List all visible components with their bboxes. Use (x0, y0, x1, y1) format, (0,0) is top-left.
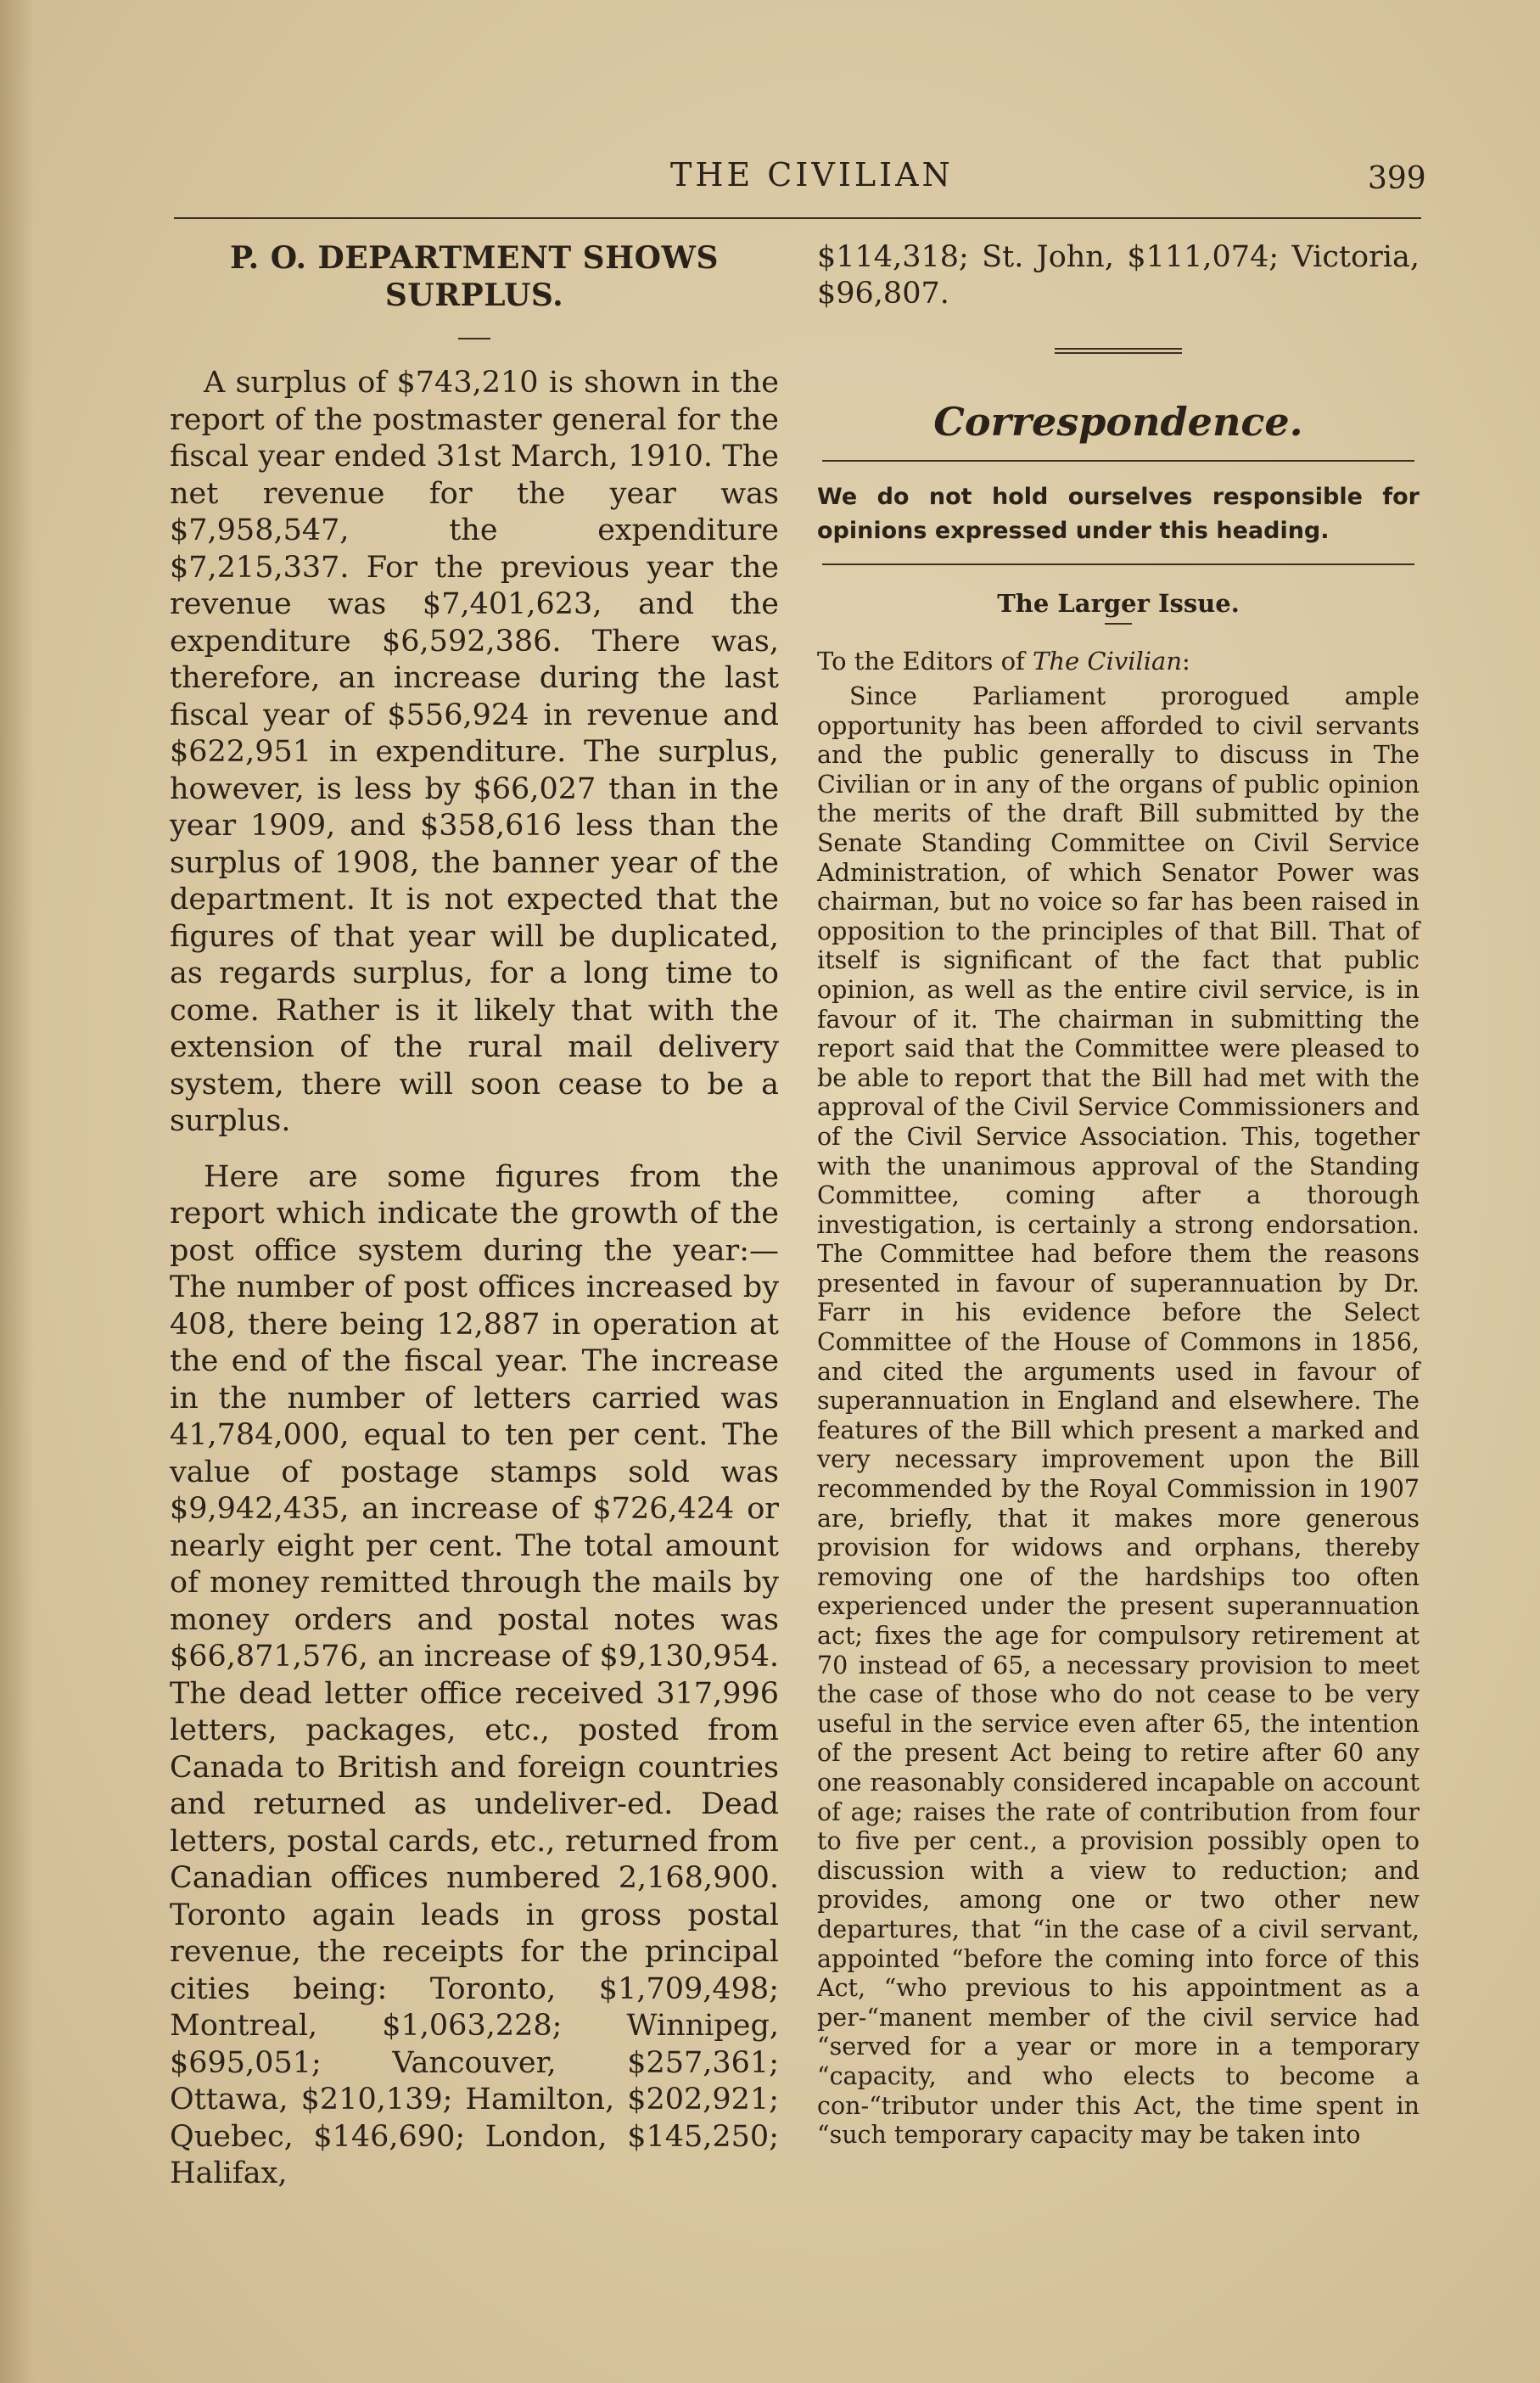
right-column (817, 239, 1420, 2150)
letter-title: The Larger Issue. (997, 589, 1240, 618)
article-body (170, 365, 779, 2193)
page-edge-shadow (0, 0, 34, 2383)
letter-title-dash (1105, 623, 1132, 625)
editorial-disclaimer: We do not hold ourselves responsible for opinions expressed under this heading. (817, 484, 1420, 544)
article-paragraph-1: A surplus of $743,210 is shown in the report of the postmaster general for the fiscal year ended 31st March, 1910. The net revenue for the year was $7,958,547, the expenditure $7,215,337. For the previous year the revenue was $7,401,623, and the expenditure $6,592,386. There was, therefore, an increase during the last fiscal year of $556,924 in revenue and $622,951 in expenditure. The surplus, however, is less by $66,027 than in the year 1909, and $358,616 less than the surplus of 1908, the banner year of the department. It is not expected that the figures of that year will be duplicated, as regards surplus, for a long time to come. Rather is it likely that with the extension of the rural mail delivery system, there will soon cease to be a surplus. (170, 366, 779, 1138)
article-headline: P. O. DEPARTMENT SHOWS SURPLUS. (230, 240, 719, 313)
page-number: 399 (1368, 161, 1426, 196)
letter-salutation (817, 645, 1420, 677)
salutation-publication: The Civilian (1032, 647, 1183, 676)
running-head (0, 153, 1540, 204)
section-title: Correspondence. (933, 399, 1303, 445)
section-divider (1055, 348, 1182, 356)
section-rule-top (822, 460, 1414, 462)
salutation-prefix: To the Editors of (817, 647, 1033, 676)
publication-title: THE CIVILIAN (670, 156, 954, 193)
salutation-suffix: : (1182, 647, 1190, 676)
letter-body: Since Parliament prorogued ample opportunity has been afforded to civil servants and the public generally to discuss in The Civilian or in any of the organs of public opinion the merits of the draft Bill submitted by the Senate Standing Committee on Civil Service Administration, of which Senator Power was chairman, but no voice so far has been raised in opposition to the principles of that Bill. That of itself is significant of the fact that public opinion, as well as the entire civil service, is in favour of it. The chairman in submitting the report said that the Committee were pleased to be able to report that the Bill had met with the approval of the Civil Service Commissioners and of the Civil Service Association. This, together with the unanimous approval of the Standing Committee, coming after a thorough investigation, is certainly a strong endorsation. The Committee had before them the reasons presented in favour of superannuation by Dr. Farr in his evidence before the Select Committee of the House of Commons in 1856, and cited the arguments used in favour of superannuation in England and elsewhere. The features of the Bill which present a marked and very necessary improvement upon the Bill recommended by the Royal Commission in 1907 are, briefly, that it makes more generous provision for widows and orphans, thereby removing one of the hardships too often experienced under the present superannuation act; fixes the age for compulsory retirement at 70 instead of 65, a necessary provision to meet the case of those who do not cease to be very useful in the service even after 65, the intention of the present Act being to retire after 60 any one reasonably considered incapable on account of age; raises the rate of contribution from four to five per cent., a provision possibly open to discussion with a view to reduction; and provides, among one or two other new departures, that “in the case of a civil servant, appointed “before the coming into force of this Act, “who previous to his appointment as a per-“manent member of the civil service had “served for a year or more in a temporary “capacity, and who elects to become a con-“tributor under this Act, the time spent in “such temporary capacity may be taken into (817, 682, 1420, 2150)
section-rule-bottom (822, 564, 1414, 565)
article-continuation: $114,318; St. John, $111,074; Victoria, $96,807. (817, 240, 1420, 311)
article-paragraph-2: Here are some figures from the report which indicate the growth of the post office system during the year:—The number of post offices increased by 408, there being 12,887 in operation at the end of the fiscal year. The increase in the number of letters carried was 41,784,000, equal to ten per cent. The value of postage stamps sold was $9,942,435, an increase of $726,424 or nearly eight per cent. The total amount of money remitted through the mails by money orders and postal notes was $66,871,576, an increase of $9,130,954. The dead letter office received 317,996 letters, packages, etc., posted from Canada to British and foreign countries and returned as undeliver-ed. Dead letters, postal cards, etc., returned from Canadian offices numbered 2,168,900. Toronto again leads in gross postal revenue, the receipts for the principal cities being: Toronto, $1,709,498; Montreal, $1,063,228; Winnipeg, $695,051; Vancouver, $257,361; Ottawa, $210,139; Hamilton, $202,921; Quebec, $146,690; London, $145,250; Halifax, (170, 1159, 779, 2190)
left-column (170, 239, 779, 2212)
headline-dash (458, 338, 490, 339)
header-rule (174, 217, 1421, 219)
